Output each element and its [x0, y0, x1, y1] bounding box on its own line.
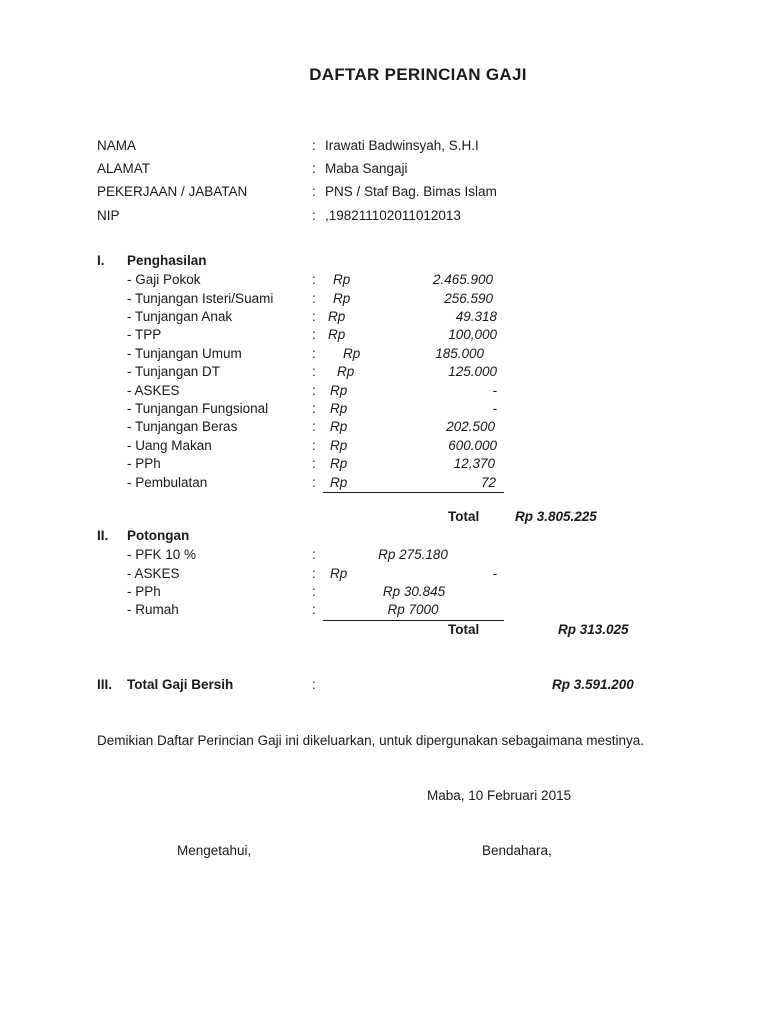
deductions-numeral: II. [97, 528, 109, 543]
identity-label-alamat: ALAMAT [97, 161, 151, 176]
income-item-label: - Tunjangan DT [127, 364, 221, 379]
identity-colon: : [312, 161, 316, 176]
income-currency: Rp [328, 327, 346, 342]
income-numeral: I. [97, 253, 105, 268]
income-currency: Rp [330, 438, 348, 453]
income-item-amount: - [492, 401, 497, 416]
income-item-amount: 600.000 [448, 438, 497, 453]
identity-colon: : [312, 184, 316, 199]
income-item-label: - Uang Makan [127, 438, 212, 453]
identity-colon: : [312, 208, 316, 223]
income-item-amount: - [492, 383, 497, 398]
net-value: Rp 3.591.200 [552, 677, 634, 692]
identity-label-nama: NAMA [97, 138, 137, 153]
income-colon: : [312, 272, 316, 287]
income-colon: : [312, 438, 316, 453]
identity-value-jabatan: PNS / Staf Bag. Bimas Islam [325, 184, 497, 199]
income-item-amount: 256.590 [444, 291, 493, 306]
income-colon: : [312, 364, 316, 379]
net-colon: : [312, 677, 316, 692]
income-heading: Penghasilan [127, 253, 207, 268]
income-currency: Rp [330, 475, 348, 490]
income-colon: : [312, 419, 316, 434]
income-item-label: - Tunjangan Isteri/Suami [127, 291, 274, 306]
income-item-amount: 202.500 [446, 419, 495, 434]
income-currency: Rp [330, 419, 348, 434]
income-currency: Rp [330, 401, 348, 416]
income-item-label: - Gaji Pokok [127, 272, 201, 287]
income-item-amount: 100,000 [448, 327, 497, 342]
income-colon: : [312, 309, 316, 324]
income-total-label: Total [448, 509, 480, 524]
income-colon: : [312, 401, 316, 416]
income-total-value: Rp 3.805.225 [515, 509, 597, 524]
income-colon: : [312, 475, 316, 490]
income-currency: Rp [328, 309, 346, 324]
income-item-label: - PPh [127, 456, 161, 471]
income-item-label: - Tunjangan Fungsional [127, 401, 269, 416]
deduction-item-label: - PPh [127, 584, 161, 599]
deduction-colon: : [312, 584, 316, 599]
income-sum-rule [323, 492, 504, 493]
income-item-amount: 12,370 [453, 456, 495, 471]
income-currency: Rp [330, 456, 348, 471]
income-item-amount: 72 [480, 475, 496, 490]
identity-value-nip: ,198211102011012013 [325, 208, 461, 223]
identity-value-nama: Irawati Badwinsyah, S.H.I [325, 138, 479, 153]
income-item-label: - Tunjangan Umum [127, 346, 242, 361]
document-title: DAFTAR PERINCIAN GAJI [309, 65, 527, 84]
deduction-item-amount: Rp 275.180 [378, 547, 448, 562]
deduction-item-amount: Rp 7000 [387, 602, 439, 617]
income-currency: Rp [337, 364, 355, 379]
income-item-label: - TPP [127, 327, 162, 342]
deduction-colon: : [312, 547, 316, 562]
identity-value-alamat: Maba Sangaji [325, 161, 408, 176]
deduction-item-label: - PFK 10 % [127, 547, 197, 562]
income-item-amount: 49.318 [455, 309, 497, 324]
income-currency: Rp [330, 383, 348, 398]
deductions-heading: Potongan [127, 528, 190, 543]
income-item-amount: 2.465.900 [432, 272, 493, 287]
identity-label-jabatan: PEKERJAAN / JABATAN [97, 184, 248, 199]
income-colon: : [312, 383, 316, 398]
identity-colon: : [312, 138, 316, 153]
income-item-label: - Pembulatan [127, 475, 208, 490]
deduction-colon: : [312, 602, 316, 617]
place-date: Maba, 10 Februari 2015 [427, 788, 572, 803]
income-colon: : [312, 346, 316, 361]
income-colon: : [312, 291, 316, 306]
income-currency: Rp [333, 291, 351, 306]
deductions-total-label: Total [448, 622, 480, 637]
net-label: Total Gaji Bersih [127, 677, 234, 692]
signature-left-label: Mengetahui, [177, 843, 252, 858]
income-item-label: - ASKES [127, 383, 180, 398]
net-numeral: III. [97, 677, 113, 692]
income-item-amount: 125.000 [448, 364, 497, 379]
income-currency: Rp [333, 272, 351, 287]
closing-statement: Demikian Daftar Perincian Gaji ini dikeluarkan, untuk dipergunakan sebagaimana mestinya. [97, 733, 645, 748]
income-item-amount: 185.000 [435, 346, 484, 361]
deduction-currency: Rp [330, 566, 348, 581]
deduction-item-label: - ASKES [127, 566, 180, 581]
identity-label-nip: NIP [97, 208, 120, 223]
deduction-item-amount: - [492, 566, 497, 581]
deduction-colon: : [312, 566, 316, 581]
income-currency: Rp [343, 346, 361, 361]
income-colon: : [312, 456, 316, 471]
deductions-sum-rule [323, 620, 504, 621]
income-item-label: - Tunjangan Anak [127, 309, 233, 324]
income-colon: : [312, 327, 316, 342]
signature-right-label: Bendahara, [482, 843, 552, 858]
deductions-total-value: Rp 313.025 [558, 622, 629, 637]
deduction-item-label: - Rumah [127, 602, 179, 617]
deduction-item-amount: Rp 30.845 [382, 584, 446, 599]
income-item-label: - Tunjangan Beras [127, 419, 238, 434]
